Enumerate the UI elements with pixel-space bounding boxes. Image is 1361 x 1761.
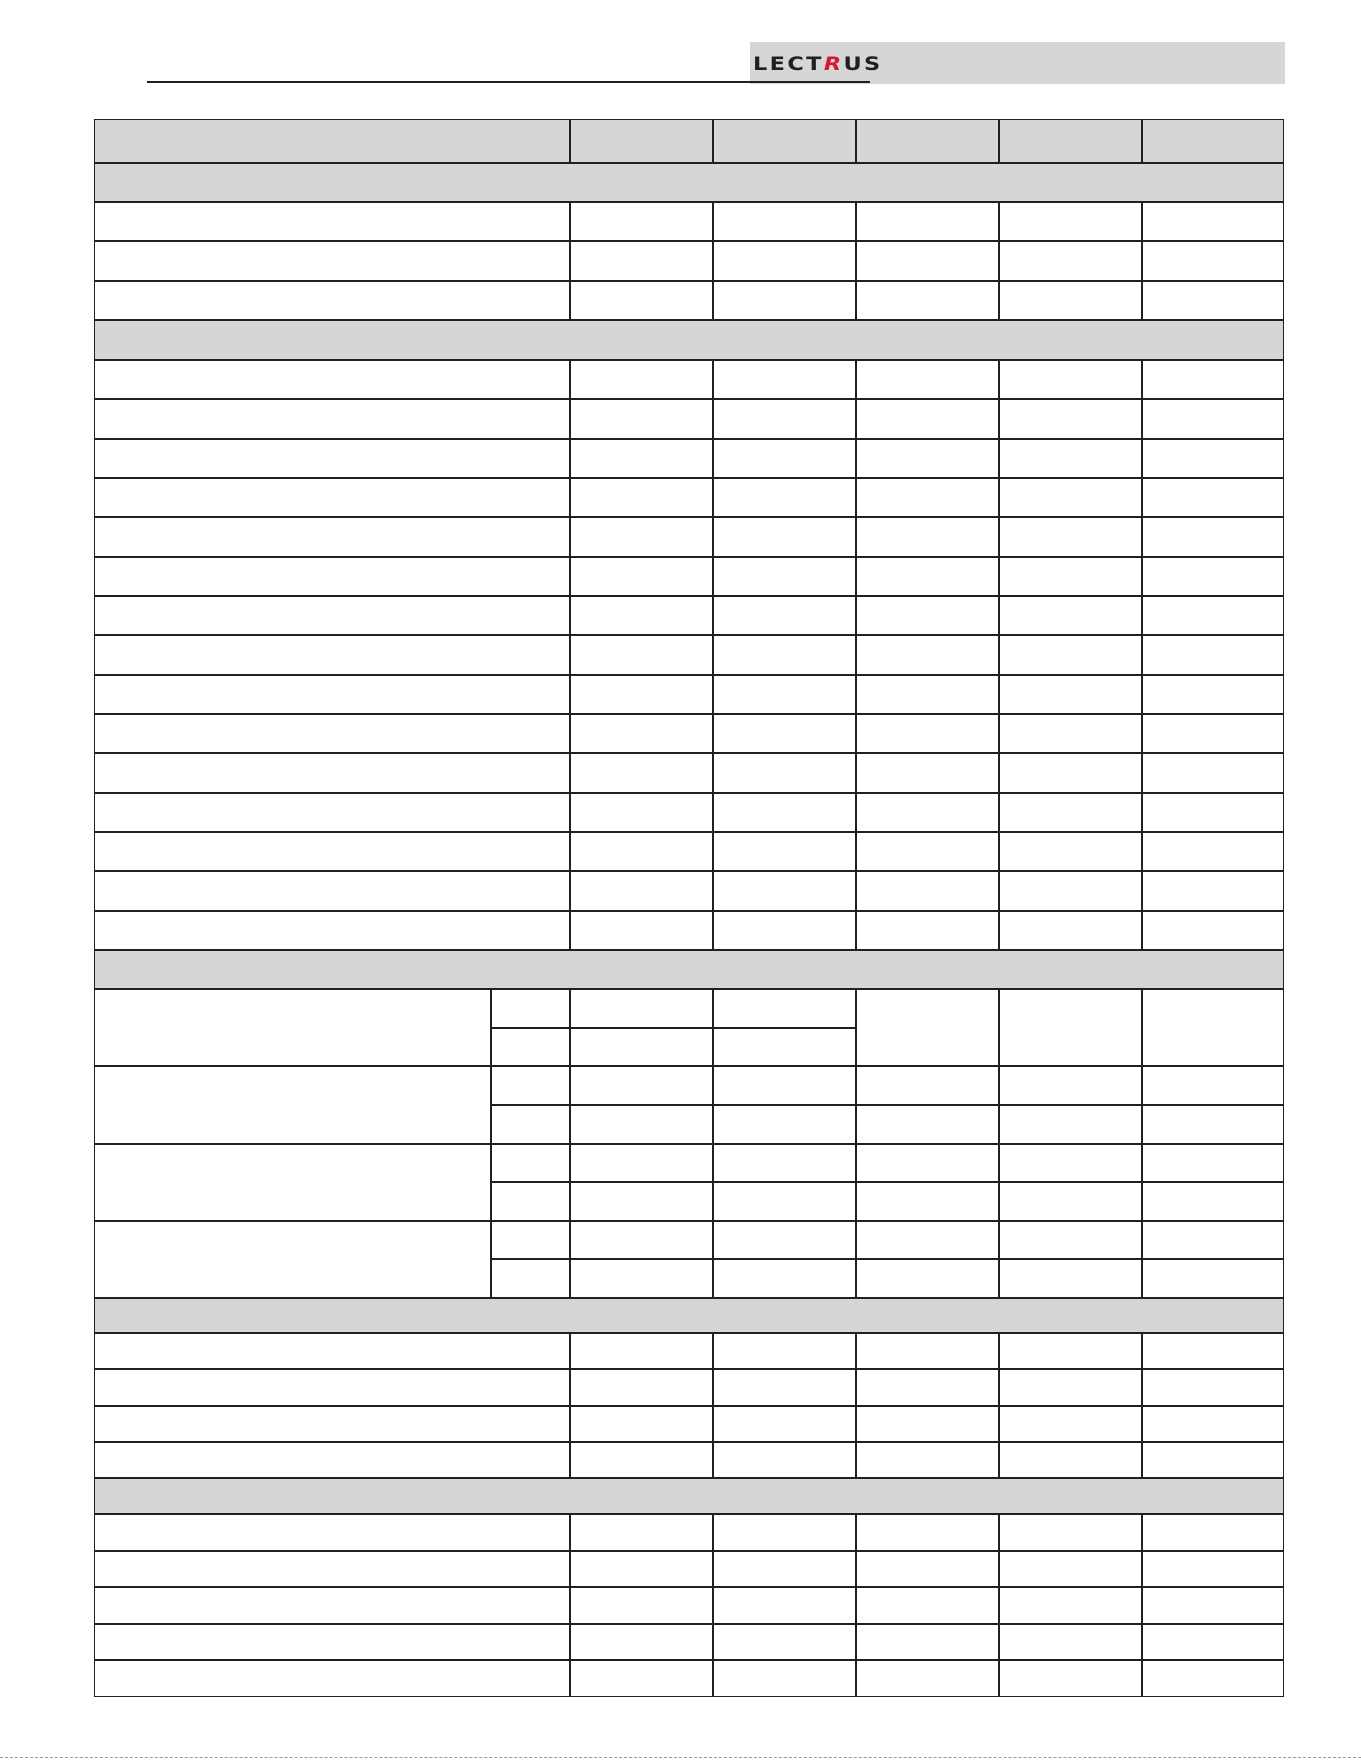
row-value-cell	[570, 1028, 713, 1067]
row-value-cell	[570, 1144, 713, 1183]
row-value-cell	[999, 517, 1142, 556]
row-value-cell	[999, 1066, 1142, 1105]
section-title-band	[94, 1478, 1284, 1514]
row-value-cell	[999, 1514, 1142, 1551]
row-value-cell	[999, 281, 1142, 320]
section-title-band	[94, 1298, 1284, 1333]
row-label-cell	[94, 1442, 570, 1478]
row-value-cell	[1142, 1144, 1284, 1183]
row-value-cell	[570, 557, 713, 596]
row-label-cell	[94, 517, 570, 556]
row-value-cell	[856, 753, 999, 792]
row-value-cell	[999, 399, 1142, 438]
row-value-cell	[856, 281, 999, 320]
row-value-cell	[1142, 241, 1284, 280]
row-value-cell	[570, 753, 713, 792]
column-header-cell	[856, 119, 999, 163]
logo-letter: T	[806, 53, 822, 75]
row-value-cell	[713, 1624, 856, 1661]
row-value-cell	[713, 832, 856, 871]
row-value-cell	[999, 1105, 1142, 1144]
row-value-cell	[999, 1551, 1142, 1588]
row-value-cell	[713, 1144, 856, 1183]
row-value-cell	[1142, 1660, 1284, 1697]
row-value-cell	[713, 1105, 856, 1144]
column-header-cell	[570, 119, 713, 163]
row-value-cell	[713, 1333, 856, 1369]
row-value-cell	[856, 1442, 999, 1478]
row-value-cell	[999, 557, 1142, 596]
page-bottom-rule	[0, 1757, 1361, 1758]
row-value-cell	[713, 399, 856, 438]
row-value-cell	[1142, 635, 1284, 674]
row-value-cell	[570, 1066, 713, 1105]
row-value-cell	[1142, 399, 1284, 438]
row-value-cell	[713, 1369, 856, 1405]
row-value-cell	[999, 1221, 1142, 1260]
row-value-cell	[1142, 1369, 1284, 1405]
column-header-cell	[94, 119, 570, 163]
row-value-cell	[856, 1551, 999, 1588]
sub-label-cell	[491, 1066, 570, 1105]
row-value-cell	[856, 1221, 999, 1260]
row-label-cell	[94, 360, 570, 399]
row-value-cell	[999, 675, 1142, 714]
row-value-cell	[713, 1660, 856, 1697]
row-label-cell	[94, 557, 570, 596]
row-value-cell	[570, 1333, 713, 1369]
row-value-cell	[713, 478, 856, 517]
row-value-cell	[713, 1028, 856, 1067]
row-value-cell	[856, 478, 999, 517]
row-label-cell	[94, 399, 570, 438]
row-label-cell	[94, 281, 570, 320]
row-value-cell	[999, 832, 1142, 871]
row-value-cell	[1142, 1221, 1284, 1260]
row-value-cell	[570, 635, 713, 674]
row-value-cell	[999, 911, 1142, 950]
row-value-cell	[856, 1259, 999, 1298]
sub-label-cell	[491, 1105, 570, 1144]
row-value-cell	[570, 202, 713, 241]
row-label-cell	[94, 635, 570, 674]
group-label-cell	[94, 989, 491, 1066]
row-value-cell	[999, 439, 1142, 478]
row-label-cell	[94, 832, 570, 871]
row-value-cell	[570, 596, 713, 635]
row-value-cell	[570, 1259, 713, 1298]
row-value-cell	[1142, 1624, 1284, 1661]
row-value-cell	[713, 1406, 856, 1442]
row-value-cell	[856, 871, 999, 910]
row-value-cell	[1142, 1105, 1284, 1144]
row-value-cell	[713, 281, 856, 320]
row-value-cell	[713, 911, 856, 950]
row-value-cell	[1142, 675, 1284, 714]
row-value-cell	[1142, 281, 1284, 320]
row-value-cell	[713, 1551, 856, 1588]
row-value-cell	[1142, 1587, 1284, 1624]
row-value-cell	[1142, 1333, 1284, 1369]
section-title-band	[94, 163, 1284, 202]
row-value-cell	[1142, 1182, 1284, 1221]
row-value-cell	[713, 1442, 856, 1478]
section-title-band	[94, 320, 1284, 360]
row-label-cell	[94, 911, 570, 950]
row-label-cell	[94, 439, 570, 478]
row-value-cell	[570, 1551, 713, 1588]
row-value-cell	[856, 1182, 999, 1221]
row-value-cell	[570, 281, 713, 320]
row-value-cell	[713, 596, 856, 635]
row-label-cell	[94, 1406, 570, 1442]
logo-letter: U	[843, 53, 862, 75]
row-value-cell	[713, 557, 856, 596]
row-value-cell	[856, 241, 999, 280]
row-value-cell	[1142, 439, 1284, 478]
row-value-cell	[856, 202, 999, 241]
logo-letter: R	[823, 53, 842, 75]
group-label-cell	[94, 1144, 491, 1221]
row-label-cell	[94, 1587, 570, 1624]
row-value-cell	[856, 517, 999, 556]
sub-label-cell	[491, 1259, 570, 1298]
row-value-cell	[570, 793, 713, 832]
lectrus-logo	[753, 50, 880, 78]
row-value-cell	[713, 1259, 856, 1298]
row-value-cell	[1142, 832, 1284, 871]
row-value-cell	[1142, 596, 1284, 635]
logo-letter: C	[787, 53, 804, 75]
row-value-cell	[713, 1066, 856, 1105]
row-value-cell	[856, 1144, 999, 1183]
merged-value-cell	[1142, 989, 1284, 1066]
column-header-cell	[1142, 119, 1284, 163]
row-value-cell	[570, 1624, 713, 1661]
sub-label-cell	[491, 1182, 570, 1221]
row-value-cell	[570, 832, 713, 871]
row-value-cell	[856, 1105, 999, 1144]
row-value-cell	[999, 360, 1142, 399]
row-value-cell	[1142, 517, 1284, 556]
row-value-cell	[570, 1369, 713, 1405]
row-label-cell	[94, 793, 570, 832]
row-value-cell	[856, 714, 999, 753]
row-value-cell	[999, 1259, 1142, 1298]
row-value-cell	[713, 871, 856, 910]
row-value-cell	[1142, 1442, 1284, 1478]
column-header-cell	[999, 119, 1142, 163]
section-title-band	[94, 950, 1284, 989]
row-value-cell	[1142, 1551, 1284, 1588]
row-label-cell	[94, 675, 570, 714]
row-label-cell	[94, 1551, 570, 1588]
row-value-cell	[999, 1369, 1142, 1405]
row-value-cell	[856, 399, 999, 438]
row-value-cell	[570, 399, 713, 438]
row-value-cell	[570, 911, 713, 950]
row-value-cell	[999, 478, 1142, 517]
row-value-cell	[856, 1660, 999, 1697]
row-value-cell	[856, 793, 999, 832]
row-value-cell	[999, 1624, 1142, 1661]
row-value-cell	[1142, 714, 1284, 753]
row-label-cell	[94, 753, 570, 792]
row-value-cell	[856, 557, 999, 596]
row-value-cell	[570, 714, 713, 753]
row-value-cell	[856, 911, 999, 950]
row-value-cell	[713, 675, 856, 714]
row-value-cell	[856, 1066, 999, 1105]
row-value-cell	[856, 360, 999, 399]
row-value-cell	[713, 439, 856, 478]
row-value-cell	[713, 635, 856, 674]
row-value-cell	[1142, 1406, 1284, 1442]
row-value-cell	[856, 635, 999, 674]
row-value-cell	[570, 675, 713, 714]
row-value-cell	[570, 360, 713, 399]
logo-letter: L	[753, 53, 768, 75]
row-value-cell	[999, 793, 1142, 832]
row-value-cell	[570, 439, 713, 478]
column-header-cell	[713, 119, 856, 163]
row-value-cell	[999, 202, 1142, 241]
row-label-cell	[94, 1514, 570, 1551]
row-label-cell	[94, 478, 570, 517]
row-value-cell	[570, 871, 713, 910]
row-value-cell	[1142, 753, 1284, 792]
row-value-cell	[999, 1182, 1142, 1221]
row-value-cell	[999, 1442, 1142, 1478]
row-value-cell	[570, 1105, 713, 1144]
row-value-cell	[999, 714, 1142, 753]
row-value-cell	[999, 241, 1142, 280]
row-value-cell	[1142, 202, 1284, 241]
group-label-cell	[94, 1221, 491, 1298]
row-value-cell	[999, 1406, 1142, 1442]
row-label-cell	[94, 871, 570, 910]
row-value-cell	[713, 1182, 856, 1221]
row-value-cell	[1142, 871, 1284, 910]
row-value-cell	[570, 1406, 713, 1442]
row-label-cell	[94, 1369, 570, 1405]
row-value-cell	[856, 596, 999, 635]
row-value-cell	[570, 241, 713, 280]
row-value-cell	[713, 1221, 856, 1260]
row-label-cell	[94, 202, 570, 241]
row-value-cell	[713, 1587, 856, 1624]
row-label-cell	[94, 1624, 570, 1661]
row-value-cell	[713, 793, 856, 832]
logo-letter: S	[864, 53, 881, 75]
row-value-cell	[713, 753, 856, 792]
sub-label-cell	[491, 1028, 570, 1067]
row-value-cell	[856, 1333, 999, 1369]
row-value-cell	[1142, 1514, 1284, 1551]
row-value-cell	[570, 1182, 713, 1221]
row-value-cell	[856, 439, 999, 478]
row-value-cell	[570, 1660, 713, 1697]
row-value-cell	[713, 202, 856, 241]
row-value-cell	[999, 1144, 1142, 1183]
row-value-cell	[1142, 793, 1284, 832]
row-value-cell	[856, 1514, 999, 1551]
row-value-cell	[713, 989, 856, 1028]
row-value-cell	[999, 596, 1142, 635]
row-label-cell	[94, 1660, 570, 1697]
row-value-cell	[999, 871, 1142, 910]
row-value-cell	[713, 517, 856, 556]
row-value-cell	[713, 1514, 856, 1551]
row-value-cell	[856, 675, 999, 714]
row-value-cell	[856, 1624, 999, 1661]
sub-label-cell	[491, 1221, 570, 1260]
row-value-cell	[856, 832, 999, 871]
row-value-cell	[570, 1514, 713, 1551]
merged-value-cell	[999, 989, 1142, 1066]
row-label-cell	[94, 596, 570, 635]
sub-label-cell	[491, 1144, 570, 1183]
row-value-cell	[570, 478, 713, 517]
row-value-cell	[713, 714, 856, 753]
row-value-cell	[713, 241, 856, 280]
row-value-cell	[1142, 360, 1284, 399]
row-value-cell	[1142, 478, 1284, 517]
row-value-cell	[1142, 911, 1284, 950]
row-value-cell	[856, 1406, 999, 1442]
header-rule	[147, 81, 870, 83]
row-label-cell	[94, 241, 570, 280]
row-label-cell	[94, 1333, 570, 1369]
row-value-cell	[570, 1587, 713, 1624]
row-value-cell	[713, 360, 856, 399]
row-value-cell	[570, 1221, 713, 1260]
row-value-cell	[570, 1442, 713, 1478]
row-value-cell	[999, 1587, 1142, 1624]
logo-letter: E	[769, 53, 785, 75]
row-value-cell	[570, 989, 713, 1028]
row-value-cell	[999, 1660, 1142, 1697]
row-value-cell	[570, 517, 713, 556]
row-value-cell	[1142, 1259, 1284, 1298]
row-value-cell	[999, 1333, 1142, 1369]
row-value-cell	[856, 1369, 999, 1405]
sub-label-cell	[491, 989, 570, 1028]
row-value-cell	[856, 1587, 999, 1624]
row-value-cell	[999, 635, 1142, 674]
merged-value-cell	[856, 989, 999, 1066]
row-value-cell	[999, 753, 1142, 792]
group-label-cell	[94, 1066, 491, 1143]
row-label-cell	[94, 714, 570, 753]
row-value-cell	[1142, 1066, 1284, 1105]
row-value-cell	[1142, 557, 1284, 596]
